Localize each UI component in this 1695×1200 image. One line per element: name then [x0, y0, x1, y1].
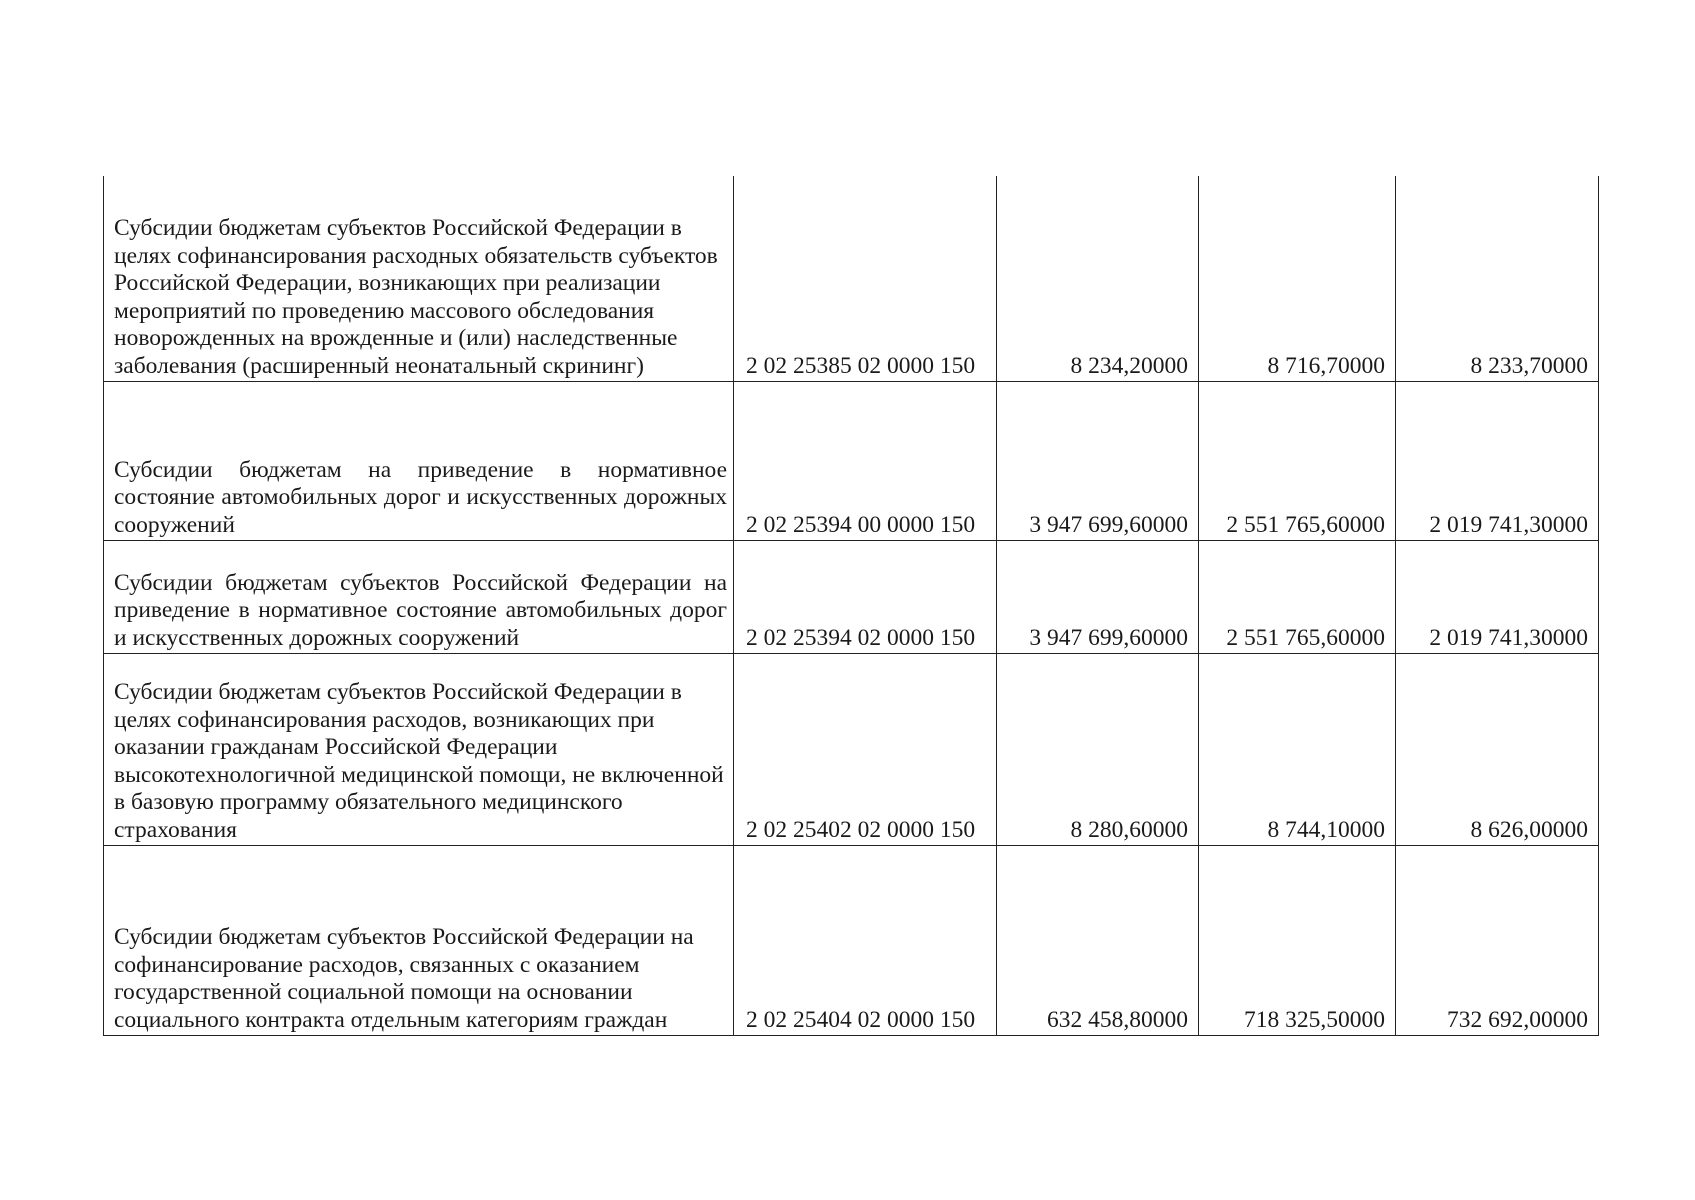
row-description: Субсидии бюджетам субъектов Российской Федерации на софинансирование расходов, связанных с оказанием государственной социальной помощи на основании социального контракта отдельным категориям граждан: [104, 846, 734, 1036]
row-code: 2 02 25394 00 0000 150: [734, 382, 997, 541]
budget-table: [103, 176, 1599, 1036]
row-value-3: 8 233,70000: [1396, 176, 1599, 382]
row-value-1: 8 234,20000: [997, 176, 1199, 382]
row-value-2: 8 744,10000: [1199, 654, 1396, 846]
row-value-2: 718 325,50000: [1199, 846, 1396, 1036]
row-value-1: 8 280,60000: [997, 654, 1199, 846]
row-code: 2 02 25404 02 0000 150: [734, 846, 997, 1036]
row-value-1: 3 947 699,60000: [997, 541, 1199, 654]
row-description: Субсидии бюджетам субъектов Российской Федерации в целях софинансирования расходов, возникающих при оказании гражданам Российской Федерации высокотехнологичной медицинской помощи, не включенной в базовую программу обязательного медицинского страхования: [104, 654, 734, 846]
row-value-3: 732 692,00000: [1396, 846, 1599, 1036]
table-row: [104, 846, 1599, 1036]
row-code: 2 02 25394 02 0000 150: [734, 541, 997, 654]
row-code: 2 02 25385 02 0000 150: [734, 176, 997, 382]
row-value-1: 3 947 699,60000: [997, 382, 1199, 541]
table-row: [104, 382, 1599, 541]
row-description: Субсидии бюджетам на приведение в нормативное состояние автомобильных дорог и искусственных дорожных сооружений: [104, 382, 734, 541]
row-value-1: 632 458,80000: [997, 846, 1199, 1036]
table-row: [104, 176, 1599, 382]
table-row: [104, 654, 1599, 846]
row-description: Субсидии бюджетам субъектов Российской Федерации в целях софинансирования расходных обязательств субъектов Российской Федерации, возникающих при реализации мероприятий по проведению массового обследования новорожденных на врожденные и (или) наследственные заболевания (расширенный неонатальный скрининг): [104, 176, 734, 382]
row-code: 2 02 25402 02 0000 150: [734, 654, 997, 846]
row-value-3: 2 019 741,30000: [1396, 382, 1599, 541]
table-row: [104, 541, 1599, 654]
row-value-2: 2 551 765,60000: [1199, 382, 1396, 541]
row-value-2: 2 551 765,60000: [1199, 541, 1396, 654]
row-description: Субсидии бюджетам субъектов Российской Федерации на приведение в нормативное состояние автомобильных дорог и искусственных дорожных сооружений: [104, 541, 734, 654]
row-value-2: 8 716,70000: [1199, 176, 1396, 382]
row-value-3: 2 019 741,30000: [1396, 541, 1599, 654]
row-value-3: 8 626,00000: [1396, 654, 1599, 846]
